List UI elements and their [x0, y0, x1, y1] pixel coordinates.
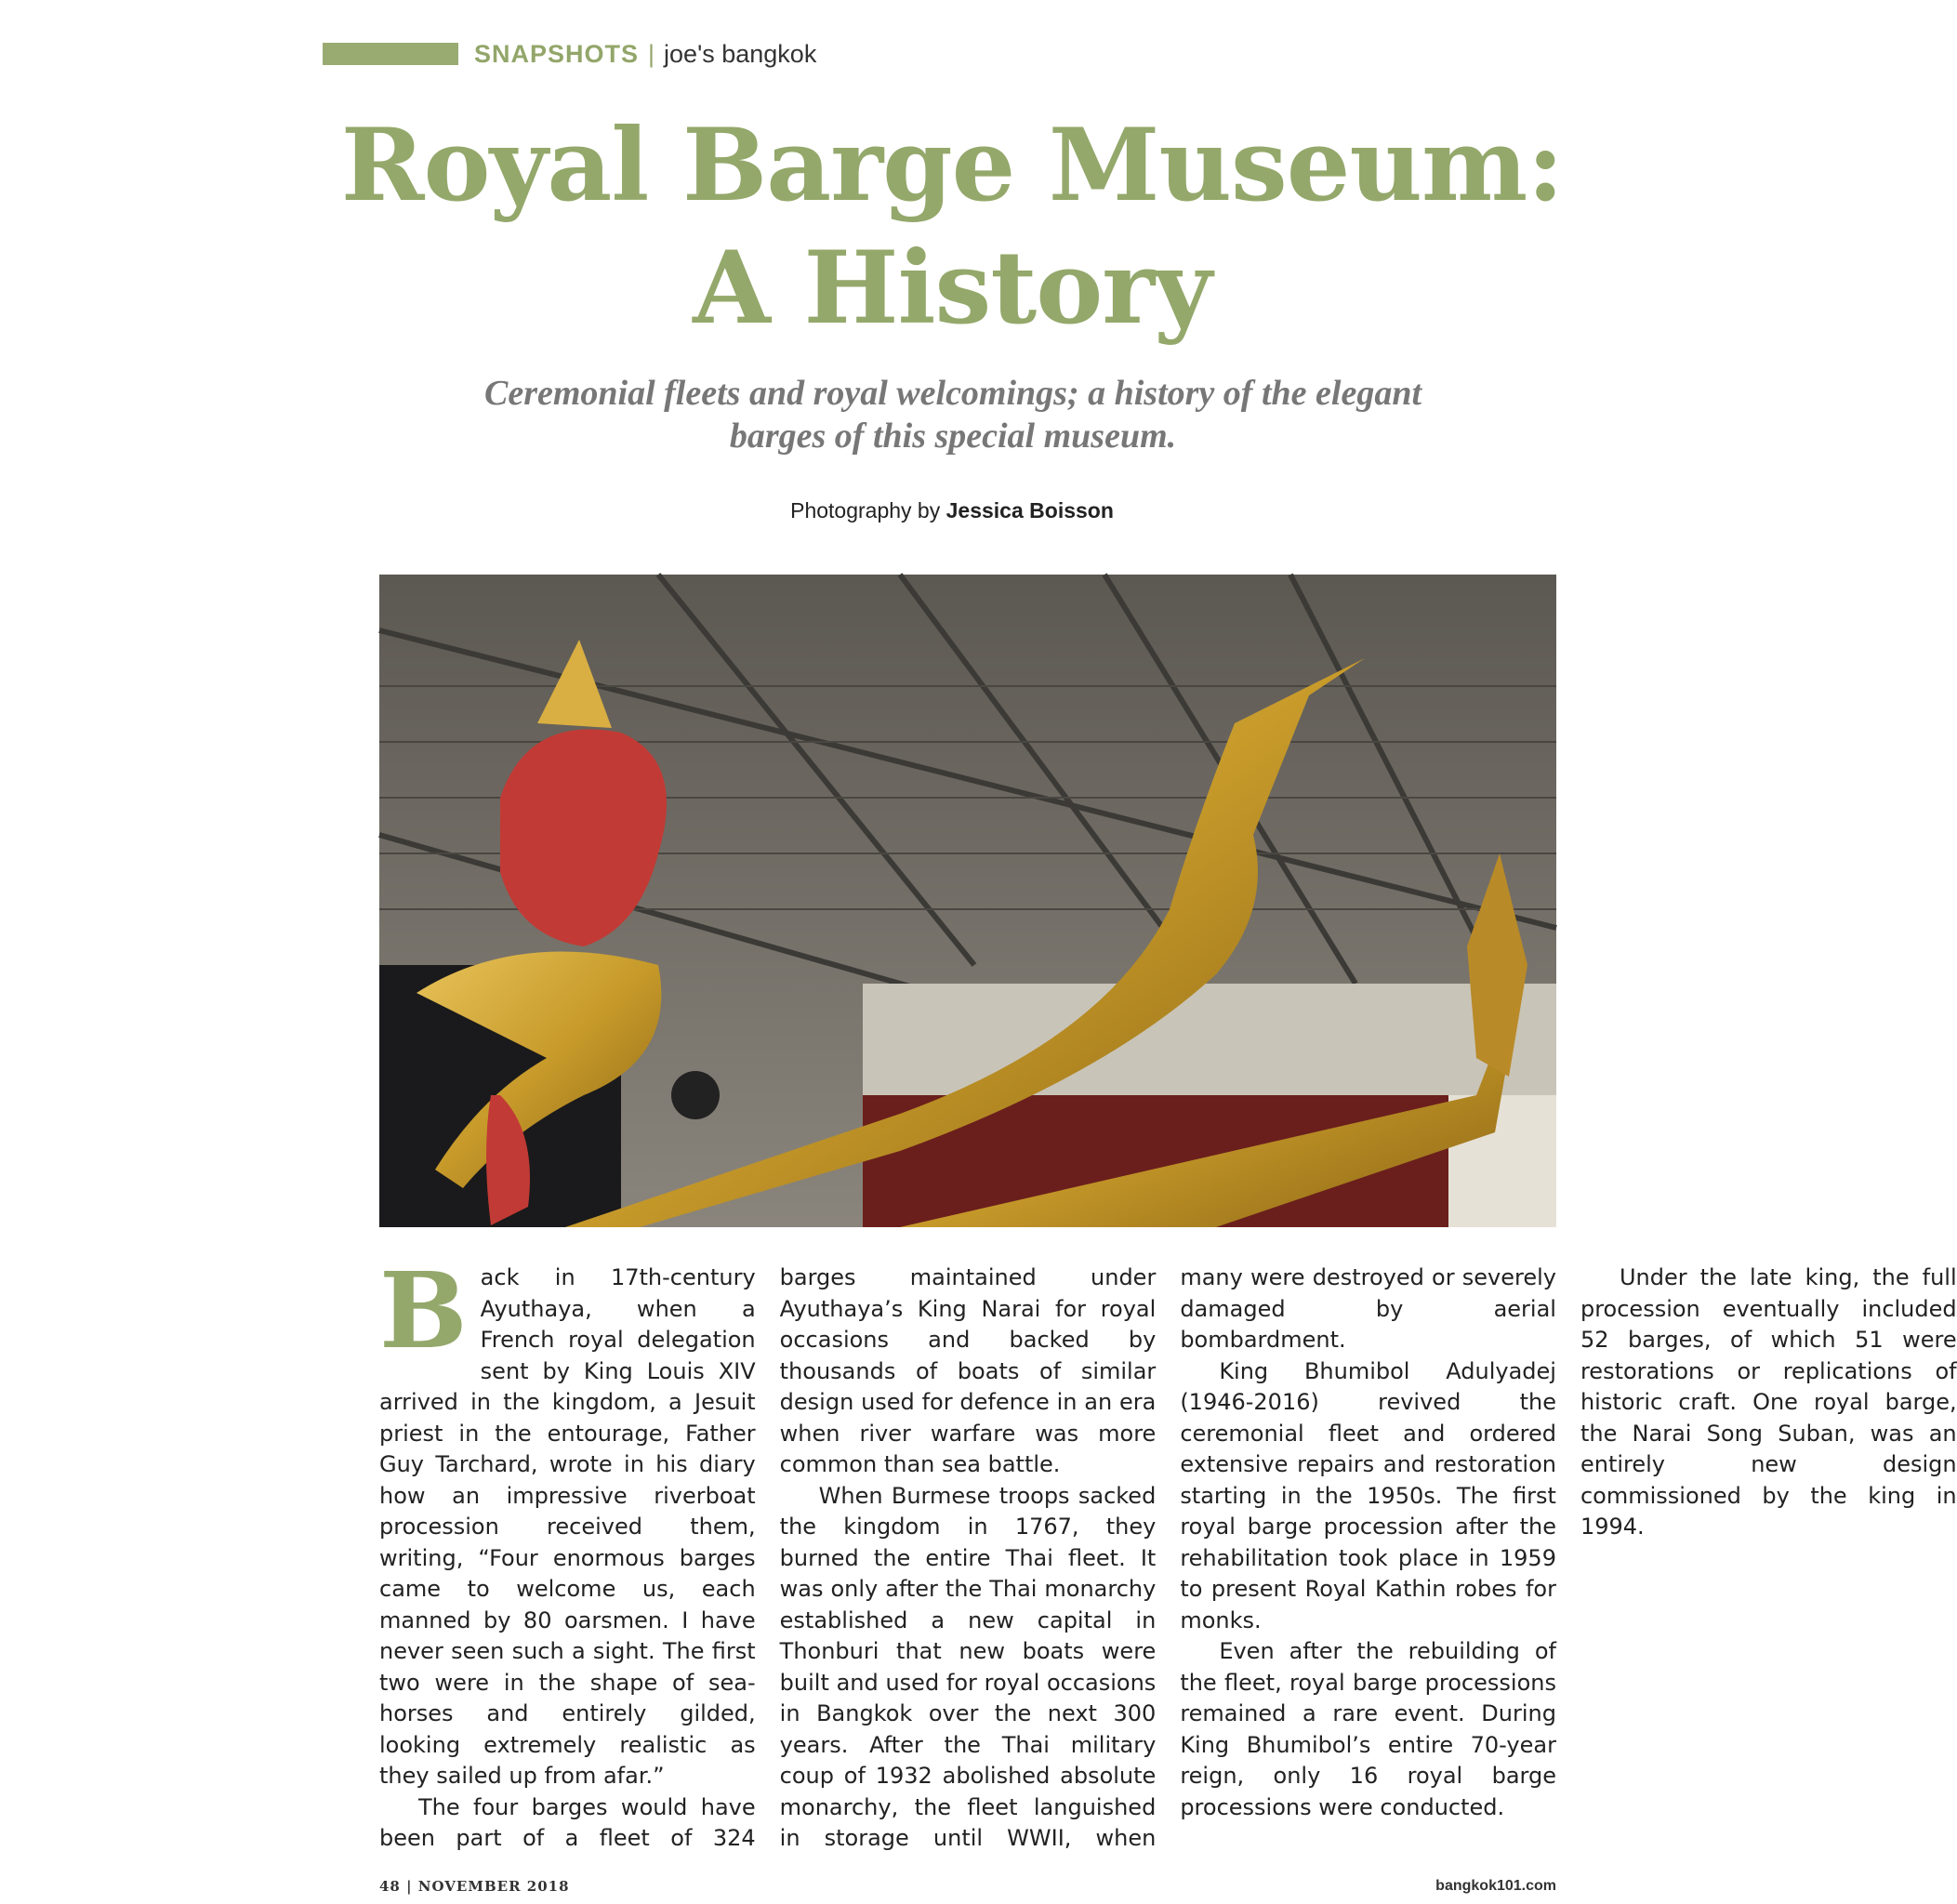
- subtitle-line-1: Ceremonial fleets and royal welcomings; a history of the elegant: [483, 374, 1422, 413]
- royal-barge-photo: [379, 575, 1556, 1227]
- header-color-bar: [323, 43, 458, 65]
- title-line-2: A History: [693, 230, 1211, 347]
- section-label: SNAPSHOTS: [474, 40, 640, 68]
- article-paragraph-4: King Bhumibol Adulyadej (1946-2016) revived the ceremonial fleet and ordered extensive repairs and restoration starting in the 1950s. The first royal barge procession after the rehabilitation took place in 1959 to present Royal Kathin robes for monks.: [1180, 1357, 1556, 1633]
- hero-photo: [379, 575, 1556, 1227]
- page-number: 48 | NOVEMBER 2018: [379, 1878, 570, 1895]
- credit-prefix: Photography by: [790, 498, 941, 522]
- subtitle-line-2: barges of this special museum.: [729, 416, 1177, 456]
- article-paragraph-3: When Burmese troops sacked the kingdom in 1767, they burned the entire Thai fleet. It was only after the Thai monarchy established a new capital in Thonburi that new boats were built and used for royal occasions in Bangkok over the next 300 years. After the Thai military coup of 1932 abolished absolute monarchy, the fleet languished in storage until WWII, when many were destroyed or severely damaged by aerial bombardment.: [779, 1264, 1556, 1851]
- page-title: [0, 104, 1904, 350]
- article-paragraph-6: Under the late king, the full procession eventually included 52 barges, of which 51 were restorations or replications of historic craft. One royal barge, the Narai Song Suban, was an entirely new design commissioned by the king in 1994.: [1580, 1264, 1957, 1540]
- section-separator: |: [648, 40, 655, 68]
- article-paragraph-5: Even after the rebuilding of the fleet, royal barge processions remained a rare event. During King Bhumibol’s entire 70-year reign, only 16 royal barge processions were conducted.: [1180, 1638, 1556, 1820]
- article-paragraph-1: [379, 1250, 756, 1792]
- photo-credit: [0, 498, 1904, 523]
- drop-cap: B: [379, 1250, 468, 1372]
- website-url: bangkok101.com: [1435, 1878, 1556, 1894]
- column-name: joe's bangkok: [664, 40, 817, 68]
- title-line-1: Royal Barge Museum:: [340, 107, 1564, 224]
- subtitle: [400, 372, 1506, 457]
- article-paragraph-2: The four barges would have been part of a fleet of 324 barges maintained under Ayuthaya’s King Narai for royal occasions and backed by thousands of boats of similar design used for defence in an era when river warfare was more common than sea battle.: [379, 1264, 1157, 1851]
- section-header: [474, 37, 816, 71]
- article-body: [379, 1250, 1957, 1858]
- paragraph-text: ack in 17th-century Ayuthaya, when a French royal delegation sent by King Louis XIV arrived in the kingdom, a Jesuit priest in the entourage, Father Guy Tarchard, wrote in his diary how an impressive riverboat procession received them, writing, “Four enormous barges came to welcome us, each manned by 80 oarsmen. I have never seen such a sight. The first two were in the shape of sea-horses and entirely gilded, looking extremely realistic as they sailed up from afar.”: [379, 1264, 756, 1789]
- credit-name: Jessica Boisson: [945, 498, 1114, 522]
